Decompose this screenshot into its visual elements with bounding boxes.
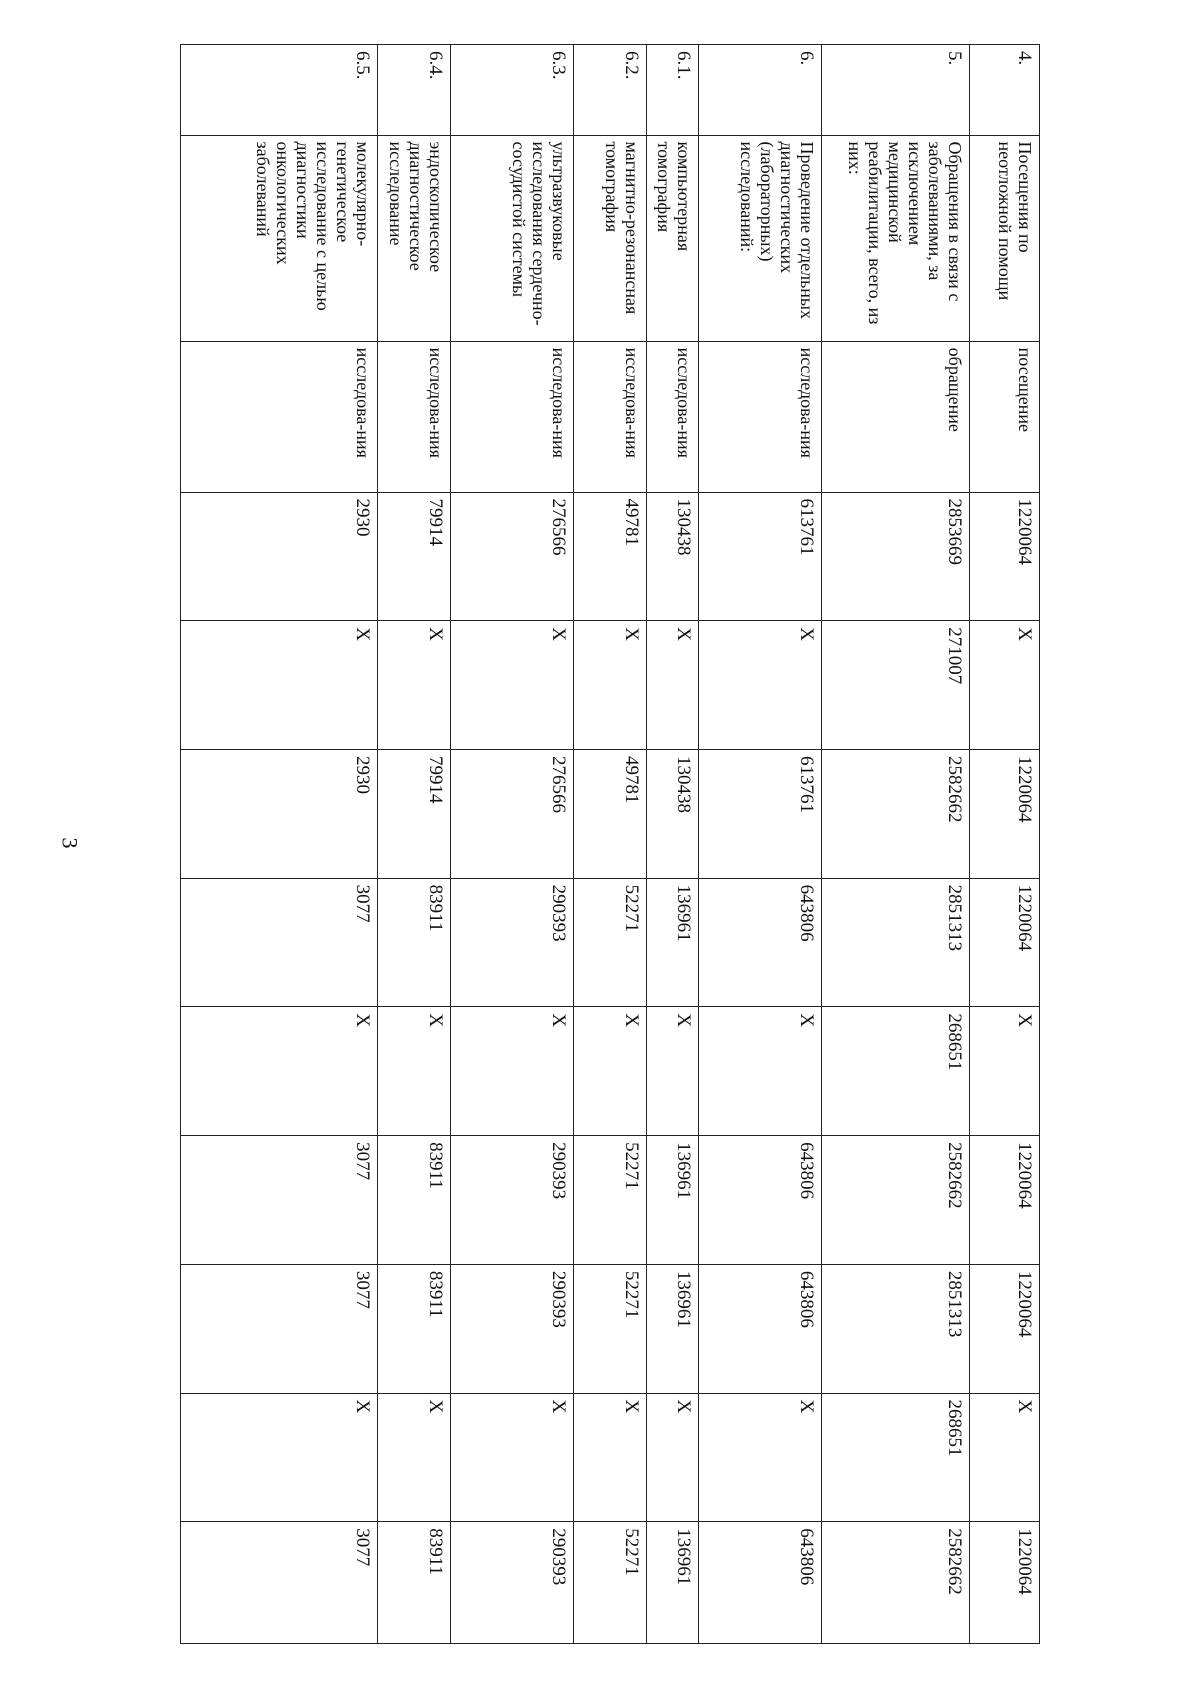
value-cell: 52271	[574, 1136, 646, 1265]
value-cell: 643806	[698, 1264, 821, 1393]
value-cell: 2582662	[821, 1522, 969, 1644]
value-cell: X	[451, 1393, 574, 1522]
indicator-name-cell: Обращения в связи с заболеваниями, за исключением медицинской реабилитации, всего, из них:	[821, 135, 969, 341]
value-cell: X	[646, 1007, 698, 1136]
value-cell: 136961	[646, 1136, 698, 1265]
unit-cell: исследова-ния	[698, 341, 821, 492]
indicator-name-cell: эндоскопическое диагностическое исследование	[378, 135, 451, 341]
value-cell: X	[698, 1007, 821, 1136]
value-cell: 83911	[378, 1136, 451, 1265]
value-cell: 271007	[821, 621, 969, 750]
value-cell: X	[574, 1007, 646, 1136]
value-cell: X	[378, 1393, 451, 1522]
value-cell: 49781	[574, 749, 646, 878]
value-cell: 290393	[451, 878, 574, 1007]
value-cell: 2930	[181, 749, 378, 878]
unit-cell: исследова-ния	[451, 341, 574, 492]
value-cell: X	[451, 621, 574, 750]
unit-cell: исследова-ния	[181, 341, 378, 492]
value-cell: 136961	[646, 1522, 698, 1644]
value-cell: 1220064	[970, 1522, 1040, 1644]
value-cell: 83911	[378, 1522, 451, 1644]
row-number-cell: 6.3.	[451, 45, 574, 136]
value-cell: X	[378, 1007, 451, 1136]
row-number-cell: 4.	[970, 45, 1040, 136]
unit-cell: исследова-ния	[378, 341, 451, 492]
value-cell: 136961	[646, 878, 698, 1007]
value-cell: 268651	[821, 1007, 969, 1136]
value-cell: X	[181, 621, 378, 750]
value-cell: X	[698, 1393, 821, 1522]
value-cell: 52271	[574, 878, 646, 1007]
indicator-name-cell: Посещения по неотложной помощи	[970, 135, 1040, 341]
indicator-name-cell: ультразвуковые исследования сердечно-сосудистой системы	[451, 135, 574, 341]
value-cell: 1220064	[970, 1136, 1040, 1265]
indicator-name-cell: магнитно-резонансная томография	[574, 135, 646, 341]
value-cell: 1220064	[970, 878, 1040, 1007]
value-cell: 1220064	[970, 492, 1040, 621]
table-row	[181, 45, 378, 1644]
value-cell: X	[181, 1007, 378, 1136]
row-number-cell: 5.	[821, 45, 969, 136]
value-cell: X	[181, 1393, 378, 1522]
unit-cell: исследова-ния	[574, 341, 646, 492]
value-cell: 3077	[181, 1264, 378, 1393]
indicator-name-cell: компьютерная томография	[646, 135, 698, 341]
table-row	[574, 45, 646, 1644]
value-cell: X	[574, 1393, 646, 1522]
value-cell: 83911	[378, 1264, 451, 1393]
value-cell: X	[646, 1393, 698, 1522]
value-cell: X	[451, 1007, 574, 1136]
page-number: 3	[57, 837, 83, 849]
value-cell: 2853669	[821, 492, 969, 621]
row-number-cell: 6.1.	[646, 45, 698, 136]
data-table-container	[180, 44, 1040, 1644]
table-row	[646, 45, 698, 1644]
value-cell: 3077	[181, 878, 378, 1007]
value-cell: 1220064	[970, 749, 1040, 878]
value-cell: 49781	[574, 492, 646, 621]
value-cell: 276566	[451, 749, 574, 878]
value-cell: 2930	[181, 492, 378, 621]
unit-cell: посещение	[970, 341, 1040, 492]
value-cell: 2582662	[821, 749, 969, 878]
row-number-cell: 6.	[698, 45, 821, 136]
value-cell: X	[698, 621, 821, 750]
value-cell: 1220064	[970, 1264, 1040, 1393]
value-cell: 613761	[698, 492, 821, 621]
value-cell: 290393	[451, 1264, 574, 1393]
value-cell: X	[574, 621, 646, 750]
value-cell: X	[970, 621, 1040, 750]
value-cell: 83911	[378, 878, 451, 1007]
value-cell: 268651	[821, 1393, 969, 1522]
value-cell: 52271	[574, 1522, 646, 1644]
value-cell: 2582662	[821, 1136, 969, 1265]
row-number-cell: 6.2.	[574, 45, 646, 136]
table-row	[698, 45, 821, 1644]
value-cell: 2851313	[821, 1264, 969, 1393]
value-cell: 130438	[646, 749, 698, 878]
value-cell: X	[646, 621, 698, 750]
row-number-cell: 6.4.	[378, 45, 451, 136]
value-cell: 290393	[451, 1136, 574, 1265]
value-cell: 79914	[378, 492, 451, 621]
value-cell: 3077	[181, 1522, 378, 1644]
value-cell: 3077	[181, 1136, 378, 1265]
table-row	[821, 45, 969, 1644]
value-cell: 130438	[646, 492, 698, 621]
value-cell: 136961	[646, 1264, 698, 1393]
table-row	[378, 45, 451, 1644]
row-number-cell: 6.5.	[181, 45, 378, 136]
value-cell: X	[970, 1393, 1040, 1522]
indicator-name-cell: Проведение отдельных диагностических (лабораторных) исследований:	[698, 135, 821, 341]
unit-cell: обращение	[821, 341, 969, 492]
table-row	[970, 45, 1040, 1644]
value-cell: 613761	[698, 749, 821, 878]
value-cell: 276566	[451, 492, 574, 621]
value-cell: 52271	[574, 1264, 646, 1393]
value-cell: 290393	[451, 1522, 574, 1644]
value-cell: 643806	[698, 1522, 821, 1644]
value-cell: X	[378, 621, 451, 750]
indicator-name-cell: молекулярно-генетическое исследование с целью диагностики онкологических заболеваний	[181, 135, 378, 341]
value-cell: 2851313	[821, 878, 969, 1007]
value-cell: X	[970, 1007, 1040, 1136]
value-cell: 79914	[378, 749, 451, 878]
value-cell: 643806	[698, 1136, 821, 1265]
data-table	[180, 44, 1040, 1644]
unit-cell: исследова-ния	[646, 341, 698, 492]
value-cell: 643806	[698, 878, 821, 1007]
table-row	[451, 45, 574, 1644]
